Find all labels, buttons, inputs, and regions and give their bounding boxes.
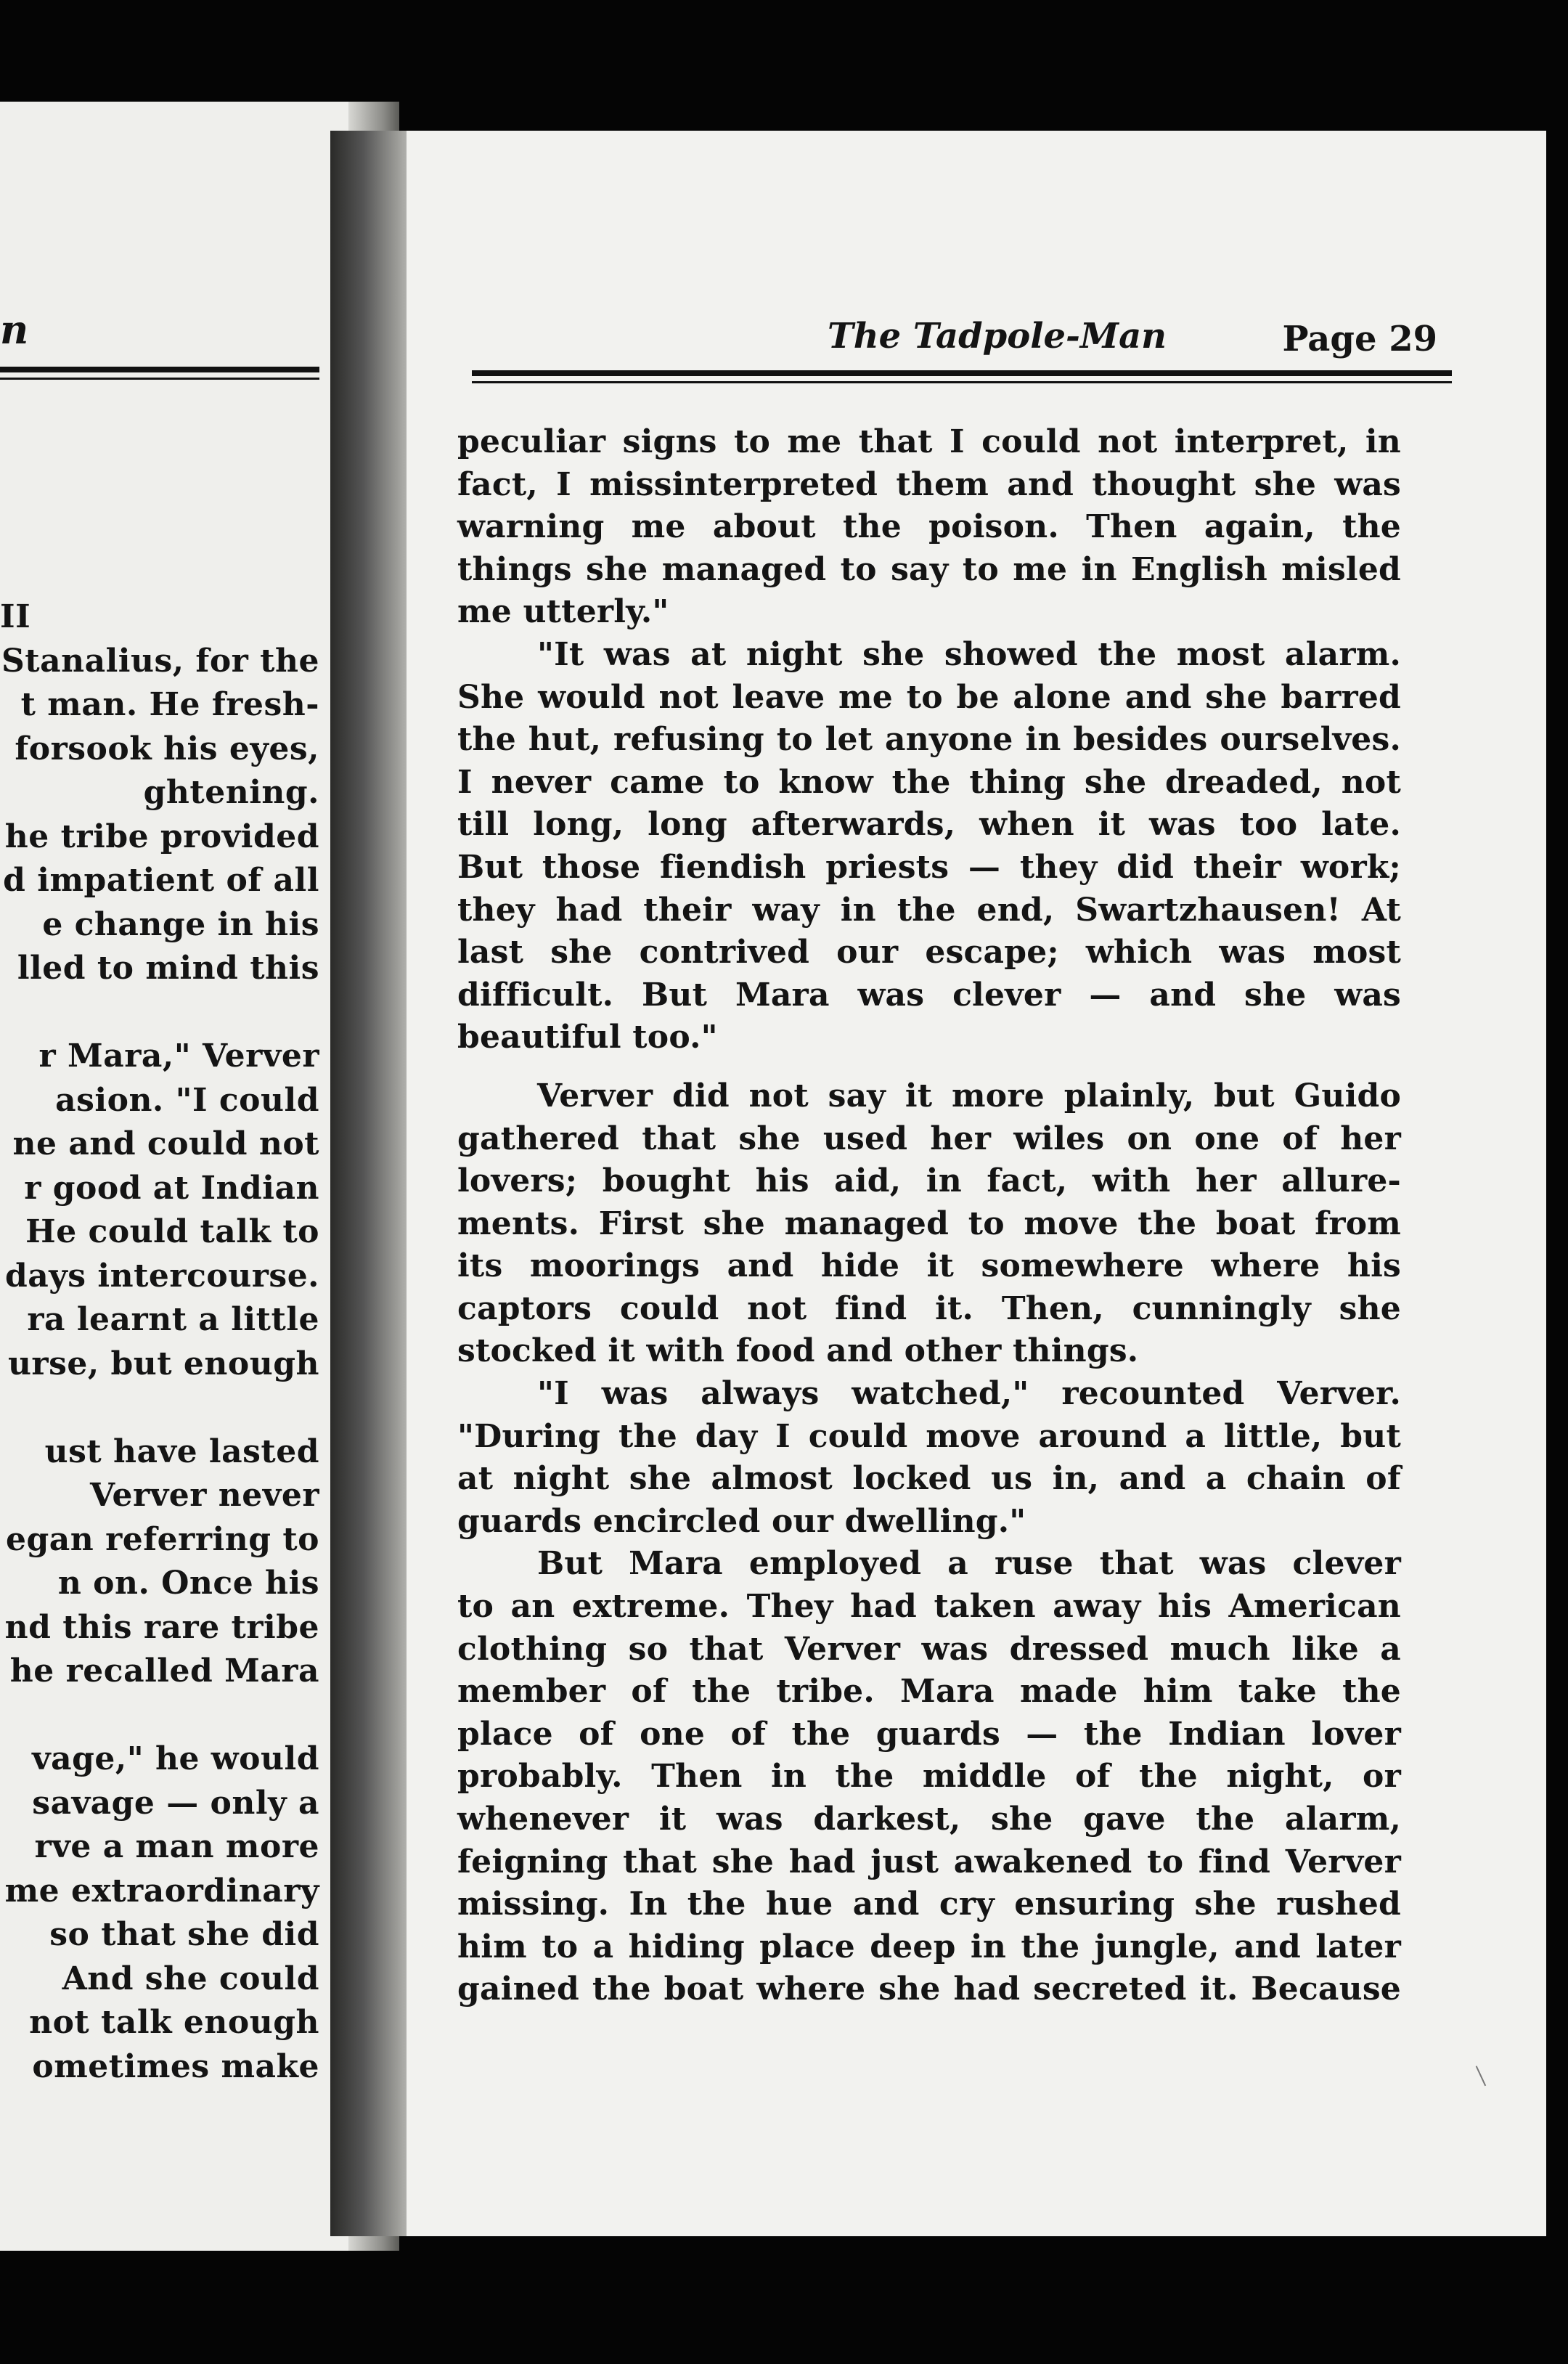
page-number: Page 29 bbox=[1282, 319, 1437, 359]
left-page-line bbox=[0, 1386, 319, 1430]
left-page-line: e change in his bbox=[42, 905, 319, 943]
right-page bbox=[407, 131, 1546, 2236]
text-line: warning me about the poison. Then again, the bbox=[457, 508, 1401, 546]
text-line: captors could not find it. Then, cunningly she bbox=[457, 1289, 1401, 1327]
left-page-line: so that she did bbox=[49, 1916, 319, 1953]
left-page-line: Stanalius, for the bbox=[1, 642, 319, 680]
left-page-line: r Mara," Verver bbox=[38, 1038, 319, 1075]
text-line: lovers; bought his aid, in fact, with her allure- bbox=[457, 1162, 1401, 1200]
text-line: "During the day I could move around a little, but bbox=[457, 1417, 1401, 1455]
text-line: She would not leave me to be alone and she barred bbox=[457, 678, 1401, 716]
text-line: gained the boat where she had secreted it. Because bbox=[457, 1970, 1401, 2008]
text-line: him to a hiding place deep in the jungle, and later bbox=[457, 1928, 1401, 1965]
text-line: I never came to know the thing she dreaded, not bbox=[457, 763, 1401, 801]
text-line: fact, I missinterpreted them and thought she was bbox=[457, 465, 1401, 503]
text-line: But those fiendish priests — they did their work; bbox=[457, 848, 1401, 886]
text-line: "I was always watched," recounted Verver. bbox=[537, 1375, 1401, 1413]
left-page-line: ometimes make bbox=[32, 2047, 319, 2085]
header-rule-thick bbox=[472, 370, 1452, 376]
text-line: missing. In the hue and cry ensuring she rushed bbox=[457, 1886, 1401, 1923]
left-page-line: ra learnt a little bbox=[27, 1301, 319, 1338]
text-line: me utterly." bbox=[457, 593, 669, 631]
left-page-line: rve a man more bbox=[34, 1828, 319, 1865]
text-line: its moorings and hide it somewhere where his bbox=[457, 1247, 1401, 1285]
left-page-line: He could talk to bbox=[25, 1213, 319, 1250]
left-page-line: savage — only a bbox=[32, 1784, 319, 1822]
left-running-head-fragment: n bbox=[0, 306, 29, 353]
left-page-line: II bbox=[0, 598, 31, 635]
text-line: ments. First she managed to move the boat from bbox=[457, 1205, 1401, 1242]
text-line: clothing so that Verver was dressed much like a bbox=[457, 1630, 1401, 1668]
left-page-line: he tribe provided bbox=[4, 818, 319, 855]
body-text bbox=[457, 421, 1401, 2011]
left-page-line: not talk enough bbox=[29, 2004, 319, 2041]
left-page-line: ghtening. bbox=[143, 774, 319, 811]
left-header-rule-thick bbox=[0, 367, 319, 372]
text-line: probably. Then in the middle of the night, or bbox=[457, 1758, 1401, 1796]
left-page-line: ust have lasted bbox=[44, 1432, 319, 1470]
left-page-text bbox=[0, 595, 319, 2089]
left-page-line: asion. "I could bbox=[55, 1081, 319, 1119]
left-page-line: Verver never bbox=[89, 1477, 319, 1514]
left-page-line: n on. Once his bbox=[57, 1565, 319, 1602]
running-head bbox=[457, 316, 1437, 367]
left-page-line: days intercourse. bbox=[4, 1257, 319, 1295]
text-line: whenever it was darkest, she gave the alarm, bbox=[457, 1801, 1401, 1838]
text-line: member of the tribe. Mara made him take the bbox=[457, 1673, 1401, 1711]
text-line: stocked it with food and other things. bbox=[457, 1332, 1139, 1370]
left-page-line: lled to mind this bbox=[17, 950, 319, 987]
left-page-line: And she could bbox=[62, 1960, 319, 1997]
book-title: The Tadpole-Man bbox=[828, 316, 1167, 356]
left-header-rule-thin bbox=[0, 378, 319, 380]
text-line: difficult. But Mara was clever — and she was bbox=[457, 976, 1401, 1014]
left-page-line bbox=[0, 1694, 319, 1738]
text-line: place of one of the guards — the Indian lover bbox=[457, 1715, 1401, 1753]
text-line: the hut, refusing to let anyone in besides ourselves. bbox=[457, 721, 1401, 759]
text-line: till long, long afterwards, when it was too late. bbox=[457, 806, 1401, 844]
text-line: gathered that she used her wiles on one of her bbox=[457, 1120, 1401, 1157]
page-corner-mark bbox=[1476, 2060, 1500, 2086]
text-line: they had their way in the end, Swartzhausen! At bbox=[457, 891, 1401, 929]
left-page-line bbox=[0, 991, 319, 1035]
text-line: beautiful too." bbox=[457, 1019, 718, 1056]
text-line: at night she almost locked us in, and a chain of bbox=[457, 1460, 1401, 1498]
header-rule-thin bbox=[472, 381, 1452, 383]
left-page-line: forsook his eyes, bbox=[15, 730, 319, 767]
text-line: feigning that she had just awakened to find Verver bbox=[457, 1843, 1401, 1880]
text-line: "It was at night she showed the most alarm. bbox=[537, 635, 1401, 673]
left-page-line: d impatient of all bbox=[3, 862, 319, 899]
text-line: But Mara employed a ruse that was clever bbox=[537, 1545, 1401, 1583]
left-page-line: r good at Indian bbox=[24, 1169, 319, 1207]
left-page-line: egan referring to bbox=[6, 1520, 319, 1558]
left-page-line: me extraordinary bbox=[4, 1872, 319, 1909]
left-page-line: ne and could not bbox=[12, 1125, 319, 1162]
left-page-line: nd this rare tribe bbox=[4, 1608, 319, 1646]
left-page-line: urse, but enough bbox=[7, 1345, 319, 1382]
text-line: last she contrived our escape; which was most bbox=[457, 934, 1401, 971]
text-line: Verver did not say it more plainly, but Guido bbox=[537, 1077, 1401, 1114]
text-line: to an extreme. They had taken away his American bbox=[457, 1588, 1401, 1626]
text-line: peculiar signs to me that I could not interpret, in bbox=[457, 423, 1401, 460]
text-line: guards encircled our dwelling." bbox=[457, 1502, 1026, 1540]
paragraph-gap bbox=[457, 1059, 1401, 1075]
left-page-line: he recalled Mara bbox=[9, 1652, 319, 1690]
left-page-line: vage," he would bbox=[32, 1740, 319, 1777]
left-page-line: t man. He fresh- bbox=[20, 686, 319, 723]
text-line: things she managed to say to me in English misled bbox=[457, 550, 1401, 588]
